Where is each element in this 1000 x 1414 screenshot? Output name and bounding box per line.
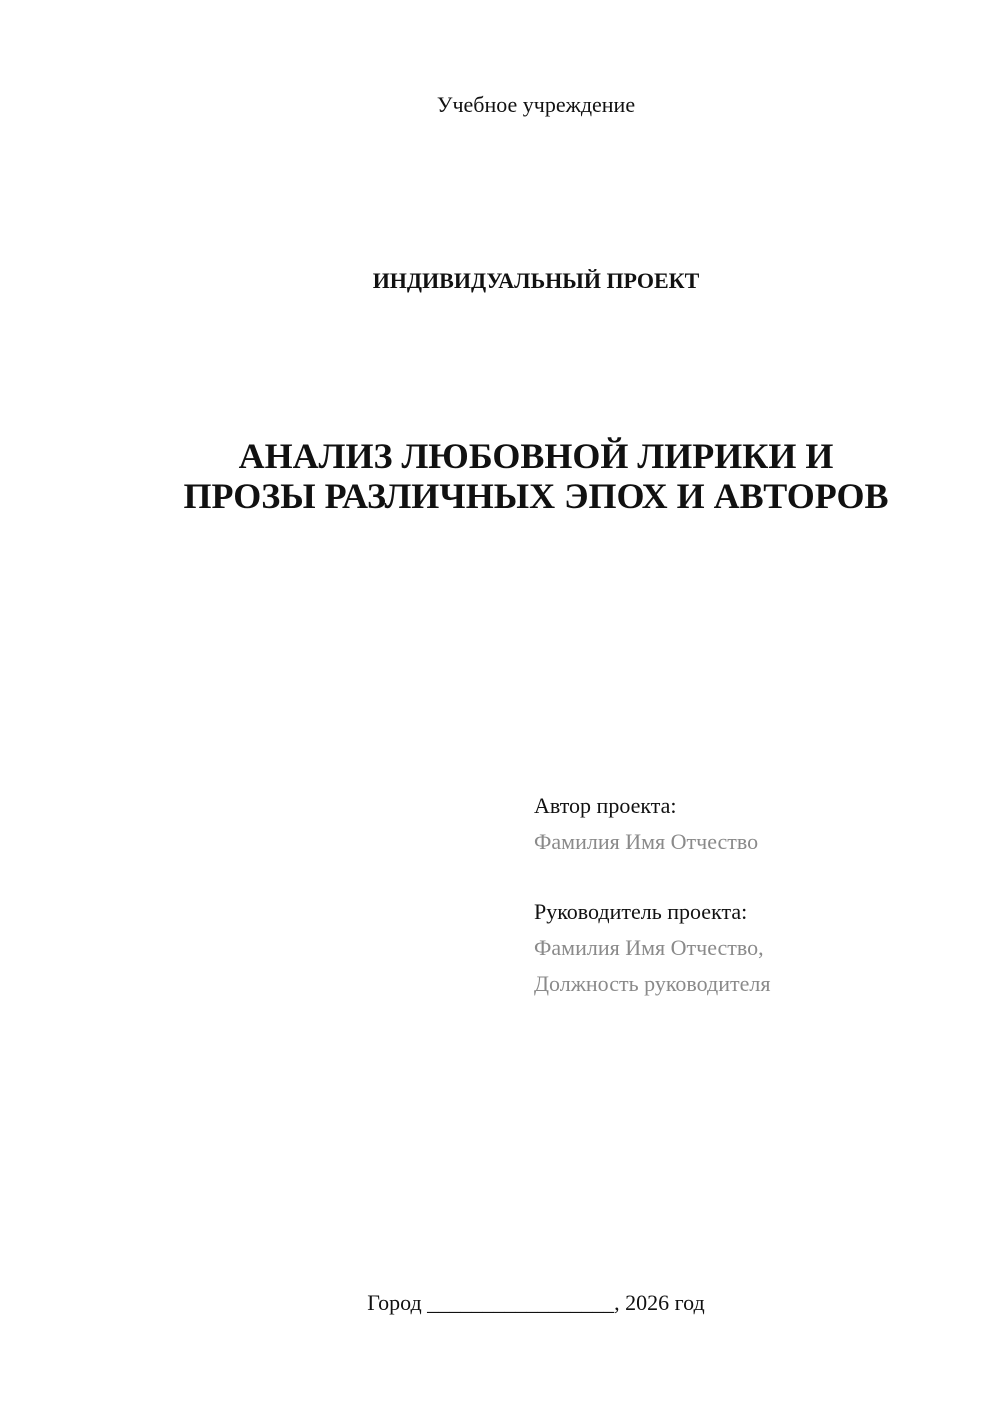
institution-name: Учебное учреждение — [436, 92, 636, 117]
project-title-line-1: АНАЛИЗ ЛЮБОВНОЙ ЛИРИКИ И — [238, 436, 834, 476]
project-title — [0, 436, 1000, 516]
project-people-block — [534, 788, 770, 1002]
author-name: Фамилия Имя Отчество — [534, 829, 759, 854]
people-spacer — [534, 860, 770, 894]
supervisor-name: Фамилия Имя Отчество, — [534, 935, 764, 960]
author-label: Автор проекта: — [534, 793, 677, 818]
project-title-line-2: ПРОЗЫ РАЗЛИЧНЫХ ЭПОХ И АВТОРОВ — [183, 476, 889, 516]
supervisor-label: Руководитель проекта: — [534, 899, 748, 924]
document-type: ИНДИВИДУАЛЬНЫЙ ПРОЕКТ — [372, 268, 700, 293]
supervisor-position: Должность руководителя — [534, 971, 771, 996]
city-year-line: Город _________________, 2026 год — [367, 1290, 705, 1315]
